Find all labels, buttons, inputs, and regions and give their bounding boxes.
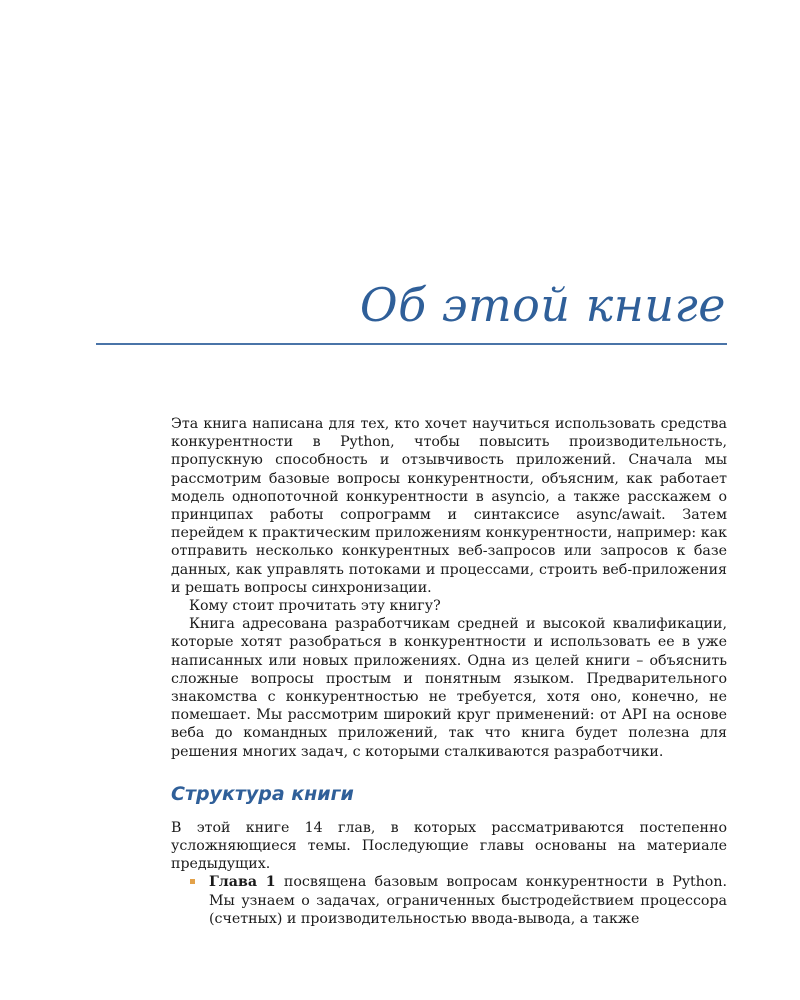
- chapter-1-label: Глава 1: [209, 874, 276, 891]
- bullet-marker-icon: [190, 879, 195, 884]
- chapter-list: [171, 873, 727, 928]
- intro-paragraph-1: Эта книга написана для тех, кто хочет научиться использовать средства конкурентности в Python, чтобы повысить производительность, пропускную способность и отзывчивость приложений. Сначала мы рассмотрим базовые вопросы конкурентности, объясним, как работает модель однопоточной конкурентности в asyncio, а также расскажем о принципах работы сопрограмм и синтаксисе async/await. Затем перейдем к практическим приложениям конкурентности, например: как отправить несколько конкурентных веб-запросов или запросов к базе данных, как управлять потоками и процессами, строить веб-приложения и решать вопросы синхронизации.: [171, 416, 727, 596]
- structure-intro-paragraph: В этой книге 14 глав, в которых рассматриваются постепенно усложняющиеся темы. Последующие главы основаны на материале предыдущих.: [171, 819, 727, 873]
- section-heading-structure: Структура книги: [171, 782, 354, 805]
- intro-paragraph-2: Кому стоит прочитать эту книгу?: [189, 598, 441, 615]
- chapter-1-description: посвящена базовым вопросам конкурентности в Python. Мы узнаем о задачах, ограниченных быстродействием процессора (счетных) и производительностью ввода-вывода, а также: [209, 874, 727, 927]
- intro-paragraph-3: Книга адресована разработчикам средней и высокой квалификации, которые хотят разобраться в конкурентности и использовать ее в уже написанных или новых приложениях. Одна из целей книги – объяснить сложные вопросы простым и понятным языком. Предварительного знакомства с конкурентностью не требуется, хотя оно, конечно, не помешает. Мы рассмотрим широкий круг применений: от API на основе веба до командных приложений, так что книга будет полезна для решения многих задач, с которыми сталкиваются разработчики.: [171, 616, 727, 760]
- title-rule: [96, 343, 727, 345]
- body-text: [171, 415, 727, 928]
- list-item-chapter-1: [171, 873, 727, 928]
- chapter-title: Об этой книге: [359, 278, 726, 332]
